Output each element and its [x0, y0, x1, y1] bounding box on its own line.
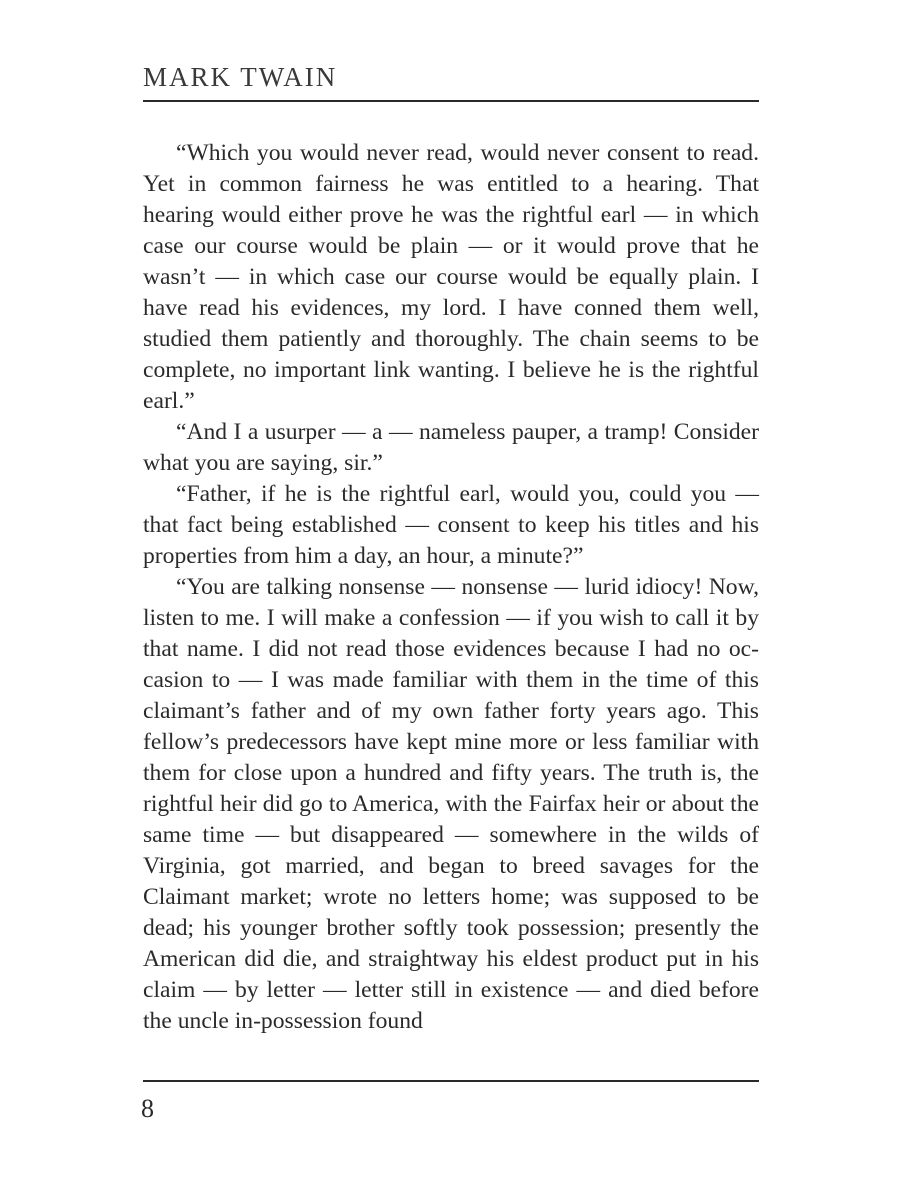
- header-rule: [143, 100, 759, 102]
- paragraph: “Which you would never read, would never consent to read. Yet in common fairness he was entitled to a hearing. That hearing would either prove he was the rightful earl — in which case our course would be plain — or it would prove that he wasn’t — in which case our course would be equally plain. I have read his evidences, my lord. I have conned them well, studied them patiently and thoroughly. The chain seems to be complete, no important link wanting. I believe he is the rightful earl.”: [143, 140, 759, 414]
- running-title: MARK TWAIN: [143, 62, 338, 92]
- page-number: 8: [141, 1094, 154, 1123]
- body-text: [143, 138, 759, 1037]
- paragraph: “You are talking nonsense — nonsense — lurid idiocy! Now, listen to me. I will make a confession — if you wish to call it by that name. I did not read those evidences because I had no occasion to — I was made familiar with them in the time of this claimant’s father and of my own father forty years ago. This fellow’s predecessors have kept mine more or less familiar with them for close upon a hundred and fifty years. The truth is, the rightful heir did go to America, with the Fairfax heir or about the same time — but disappeared — somewhere in the wilds of Virginia, got married, and began to breed savages for the Claimant market; wrote no letters home; was supposed to be dead; his younger brother softly took possession; presently the American did die, and straightway his eldest product put in his claim — by letter — letter still in existence — and died before the uncle in-possession found: [143, 574, 759, 1034]
- paragraph: “And I a usurper — a — nameless pauper, a tramp! Consider what you are saying, sir.”: [143, 419, 759, 476]
- footer-rule: [143, 1080, 759, 1082]
- paragraph: “Father, if he is the rightful earl, would you, could you — that fact being established — consent to keep his titles and his properties from him a day, an hour, a minute?”: [143, 481, 759, 569]
